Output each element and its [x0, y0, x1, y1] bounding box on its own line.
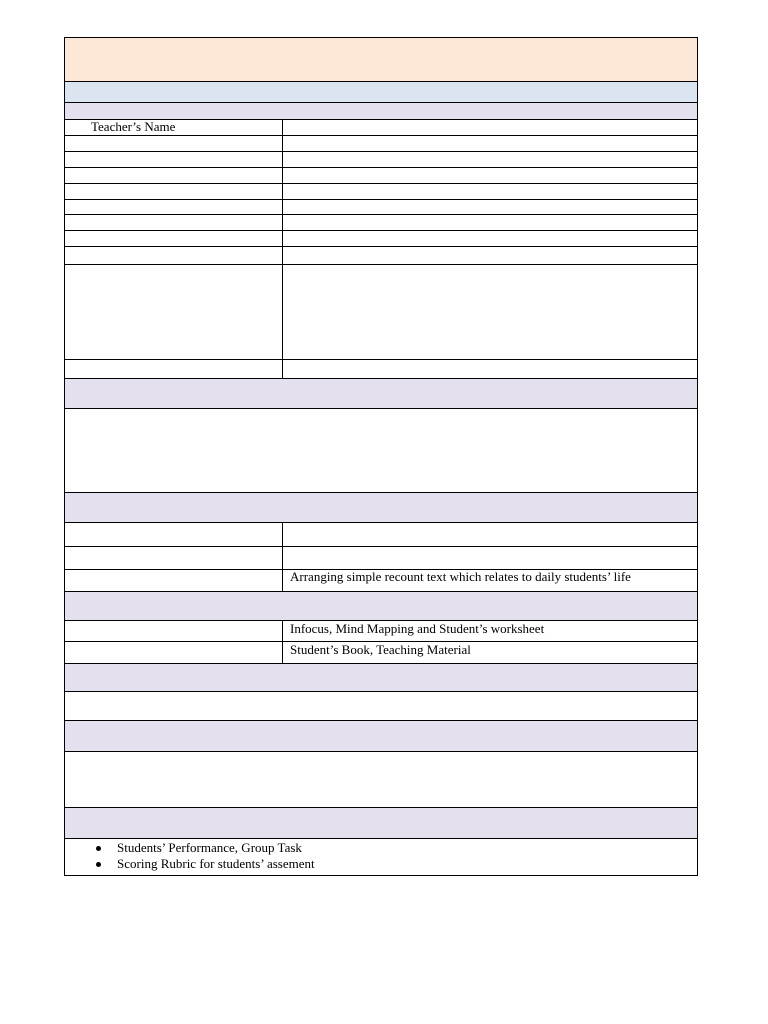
media-row [64, 642, 698, 664]
lesson-plan-table [64, 37, 698, 876]
subtitle-band [64, 82, 698, 103]
identity-section-header [64, 103, 698, 120]
section-header [64, 664, 698, 692]
identity-row [64, 215, 698, 231]
assessment-item: Students’ Performance, Group Task [65, 840, 697, 856]
media-tools-value: Infocus, Mind Mapping and Student’s worksheet [290, 621, 545, 636]
identity-row [64, 231, 698, 247]
indicator-row [64, 547, 698, 570]
section-body [64, 692, 698, 721]
teacher-name-row [64, 120, 698, 136]
identity-row-tall [64, 265, 698, 360]
title-header [64, 37, 698, 82]
media-section-header [64, 592, 698, 621]
identity-row [64, 360, 698, 379]
section-header [64, 721, 698, 752]
assessment-item: Scoring Rubric for students’ assement [65, 856, 697, 872]
media-sources-value: Student’s Book, Teaching Material [290, 642, 471, 657]
section-body [64, 752, 698, 808]
identity-row [64, 168, 698, 184]
section-header [64, 379, 698, 409]
teacher-name-label: Teacher’s Name [65, 120, 283, 135]
teacher-name-value [283, 120, 697, 135]
indicator-value: Arranging simple recount text which relates to daily students’ life [290, 569, 631, 584]
indicators-section-header [64, 493, 698, 523]
identity-row [64, 247, 698, 265]
identity-row [64, 152, 698, 168]
indicator-row [64, 570, 698, 592]
indicator-row [64, 523, 698, 547]
assessment-section-header [64, 808, 698, 839]
assessment-body [64, 839, 698, 876]
identity-row [64, 184, 698, 200]
identity-row [64, 136, 698, 152]
assessment-list [65, 840, 697, 872]
media-row [64, 621, 698, 642]
identity-row [64, 200, 698, 215]
section-body [64, 409, 698, 493]
